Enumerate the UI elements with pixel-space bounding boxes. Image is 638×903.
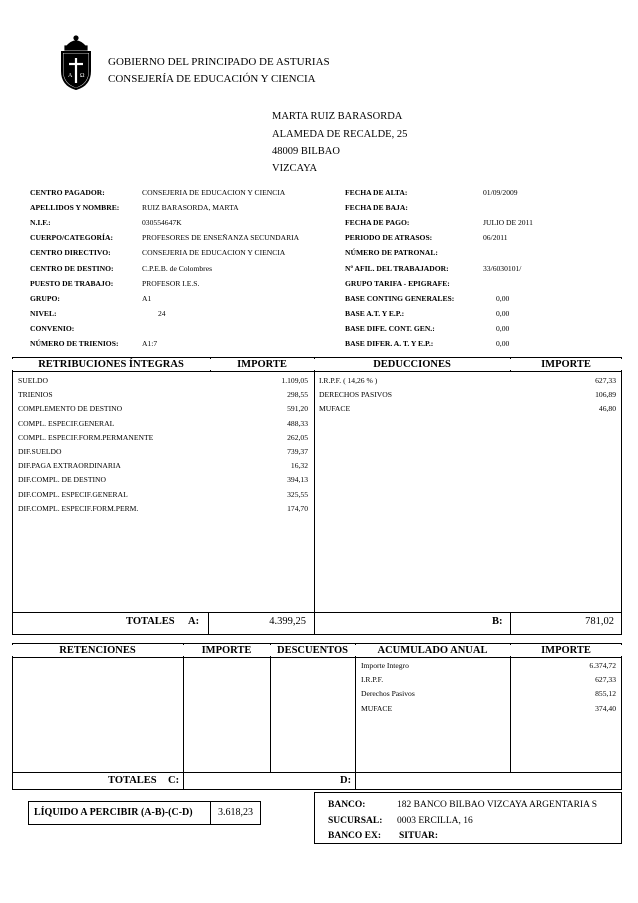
info-left-label: CONVENIO:: [30, 323, 75, 333]
retribucion-concept: DIF.COMPL. DE DESTINO: [18, 475, 106, 485]
retribucion-amount: 488,33: [287, 418, 308, 428]
info-left-label: CENTRO DE DESTINO:: [30, 263, 114, 273]
total-b-label: B:: [492, 616, 503, 627]
info-right-label: BASE A.T. Y E.P.:: [345, 308, 405, 318]
recipient-province: VIZCAYA: [272, 163, 318, 174]
info-left-value: A1: [142, 293, 152, 303]
svg-text:Ω: Ω: [80, 73, 85, 79]
info-left-label: GRUPO:: [30, 293, 60, 303]
header-deducciones: DEDUCCIONES: [314, 359, 510, 370]
info-left-value: C.P.E.B. de Colombres: [142, 263, 213, 273]
retribucion-concept: SUELDO: [18, 376, 48, 385]
deduccion-concept: DERECHOS PASIVOS: [319, 390, 392, 400]
header-acumulado: ACUMULADO ANUAL: [355, 645, 510, 656]
total-c-label: C:: [168, 775, 180, 786]
header-retenciones: RETENCIONES: [12, 645, 183, 656]
acumulado-amount: 6.374,72: [589, 661, 616, 670]
header-line1: GOBIERNO DEL PRINCIPADO DE ASTURIAS: [108, 56, 330, 68]
sucursal-value: 0003 ERCILLA, 16: [397, 816, 473, 826]
info-right-label: BASE DIFER. A. T. Y E.P.:: [345, 339, 434, 348]
bancoex-label: BANCO EX:: [328, 831, 382, 841]
info-right-label: Nº AFIL. DEL TRABAJADOR:: [345, 263, 449, 273]
coat-of-arms-logo: [58, 33, 94, 91]
retribucion-concept: COMPL. ESPECIF.GENERAL: [18, 418, 115, 428]
banco-value: 182 BANCO BILBAO VIZCAYA ARGENTARIA S: [397, 800, 598, 810]
info-left-label: APELLIDOS Y NOMBRE:: [30, 203, 120, 213]
info-right-value: 0,00: [496, 323, 510, 333]
acumulado-concept: Derechos Pasivos: [361, 689, 415, 699]
deduccion-concept: I.R.P.F. ( 14,26 % ): [319, 376, 378, 385]
retribucion-amount: 16,32: [290, 461, 308, 471]
info-left-value: PROFESOR I.E.S.: [142, 278, 200, 288]
info-right-label: NÚMERO DE PATRONAL:: [345, 248, 438, 258]
retribucion-amount: 325,55: [287, 489, 308, 499]
svg-text:A: A: [68, 73, 73, 79]
info-right-label: PERIODO DE ATRASOS:: [345, 233, 433, 243]
recipient-postal: 48009 BILBAO: [272, 146, 340, 157]
info-right-label: BASE DIFE. CONT. GEN.:: [345, 323, 435, 333]
total-b-value: 781,02: [585, 616, 614, 627]
bancoex-value: SITUAR:: [399, 831, 439, 841]
info-left-value: CONSEJERIA DE EDUCACION Y CIENCIA: [142, 188, 286, 197]
header-importe-3: IMPORTE: [183, 645, 270, 656]
info-right-value: 0,00: [496, 293, 510, 303]
total-a-label: A:: [188, 616, 200, 627]
banco-label: BANCO:: [328, 800, 366, 810]
total-a-value: 4.399,25: [269, 616, 306, 627]
info-left-label: CENTRO PAGADOR:: [30, 188, 105, 197]
info-left-value: PROFESORES DE ENSEÑANZA SECUNDARIA: [142, 233, 300, 243]
sucursal-label: SUCURSAL:: [328, 816, 383, 826]
liquido-value: 3.618,23: [218, 807, 253, 818]
info-left-value: 030554647K: [142, 218, 182, 228]
info-right-label: FECHA DE BAJA:: [345, 203, 408, 213]
deduccion-amount: 46,80: [598, 404, 616, 414]
header-importe-1: IMPORTE: [210, 359, 314, 370]
recipient-street: ALAMEDA DE RECALDE, 25: [272, 129, 408, 140]
header-importe-4: IMPORTE: [510, 645, 622, 656]
info-left-label: NÚMERO DE TRIENIOS:: [30, 339, 119, 348]
retribucion-concept: COMPLEMENTO DE DESTINO: [18, 404, 123, 414]
acumulado-concept: MUFACE: [361, 703, 393, 713]
retribucion-amount: 262,05: [287, 432, 308, 442]
retribucion-concept: DIF.PAGA EXTRAORDINARIA: [18, 461, 121, 471]
retribucion-concept: DIF.COMPL. ESPECIF.GENERAL: [18, 489, 128, 499]
info-right-value: 33/6030101/: [483, 263, 522, 273]
retribucion-concept: DIF.COMPL. ESPECIF.FORM.PERM.: [18, 503, 139, 513]
recipient-name: MARTA RUIZ BARASORDA: [272, 111, 403, 122]
info-left-label: N.I.F.:: [30, 218, 51, 228]
retribucion-amount: 1.109,05: [281, 376, 308, 385]
info-left-label: CUERPO/CATEGORÍA:: [30, 233, 113, 243]
info-right-value: 0,00: [496, 339, 510, 348]
acumulado-amount: 627,33: [595, 675, 616, 685]
retribucion-amount: 591,20: [287, 404, 308, 414]
info-left-value: 24: [158, 308, 166, 318]
info-right-value: 06/2011: [483, 233, 508, 243]
deduccion-concept: MUFACE: [319, 404, 351, 414]
retribucion-amount: 174,70: [287, 503, 308, 513]
info-left-value: RUIZ BARASORDA, MARTA: [142, 203, 239, 213]
header-importe-2: IMPORTE: [510, 359, 622, 370]
info-right-label: FECHA DE ALTA:: [345, 188, 408, 197]
info-left-label: NIVEL:: [30, 308, 57, 318]
info-left-label: CENTRO DIRECTIVO:: [30, 248, 111, 258]
header-line2: CONSEJERÍA DE EDUCACIÓN Y CIENCIA: [108, 73, 316, 85]
acumulado-amount: 855,12: [595, 689, 616, 699]
liquido-label: LÍQUIDO A PERCIBIR (A-B)-(C-D): [34, 807, 193, 818]
retribucion-concept: COMPL. ESPECIF.FORM.PERMANENTE: [18, 432, 154, 442]
info-right-value: JULIO DE 2011: [483, 218, 533, 228]
retribucion-amount: 298,55: [287, 390, 308, 400]
info-right-value: 01/09/2009: [483, 188, 518, 197]
totales-label-1: TOTALES: [126, 616, 175, 627]
info-left-label: PUESTO DE TRABAJO:: [30, 278, 114, 288]
retribucion-concept: TRIENIOS: [18, 390, 53, 400]
info-right-value: 0,00: [496, 308, 510, 318]
deduccion-amount: 627,33: [595, 376, 616, 385]
info-left-value: CONSEJERIA DE EDUCACION Y CIENCIA: [142, 248, 286, 258]
total-d-label: D:: [340, 775, 352, 786]
totales-label-2: TOTALES: [108, 775, 157, 786]
info-left-value: A1:7: [142, 339, 158, 348]
header-descuentos: DESCUENTOS: [270, 645, 355, 656]
acumulado-concept: Importe Integro: [361, 661, 409, 670]
info-right-label: BASE CONTING GENERALES:: [345, 293, 455, 303]
acumulado-amount: 374,40: [595, 703, 616, 713]
retribucion-concept: DIF.SUELDO: [18, 447, 62, 456]
header-retribuciones: RETRIBUCIONES ÍNTEGRAS: [12, 359, 210, 370]
retribucion-amount: 394,13: [287, 475, 308, 485]
deduccion-amount: 106,89: [595, 390, 616, 400]
acumulado-concept: I.R.P.F.: [361, 675, 384, 685]
retribucion-amount: 739,37: [287, 447, 308, 456]
info-right-label: GRUPO TARIFA - EPIGRAFE:: [345, 278, 450, 288]
info-right-label: FECHA DE PAGO:: [345, 218, 410, 228]
